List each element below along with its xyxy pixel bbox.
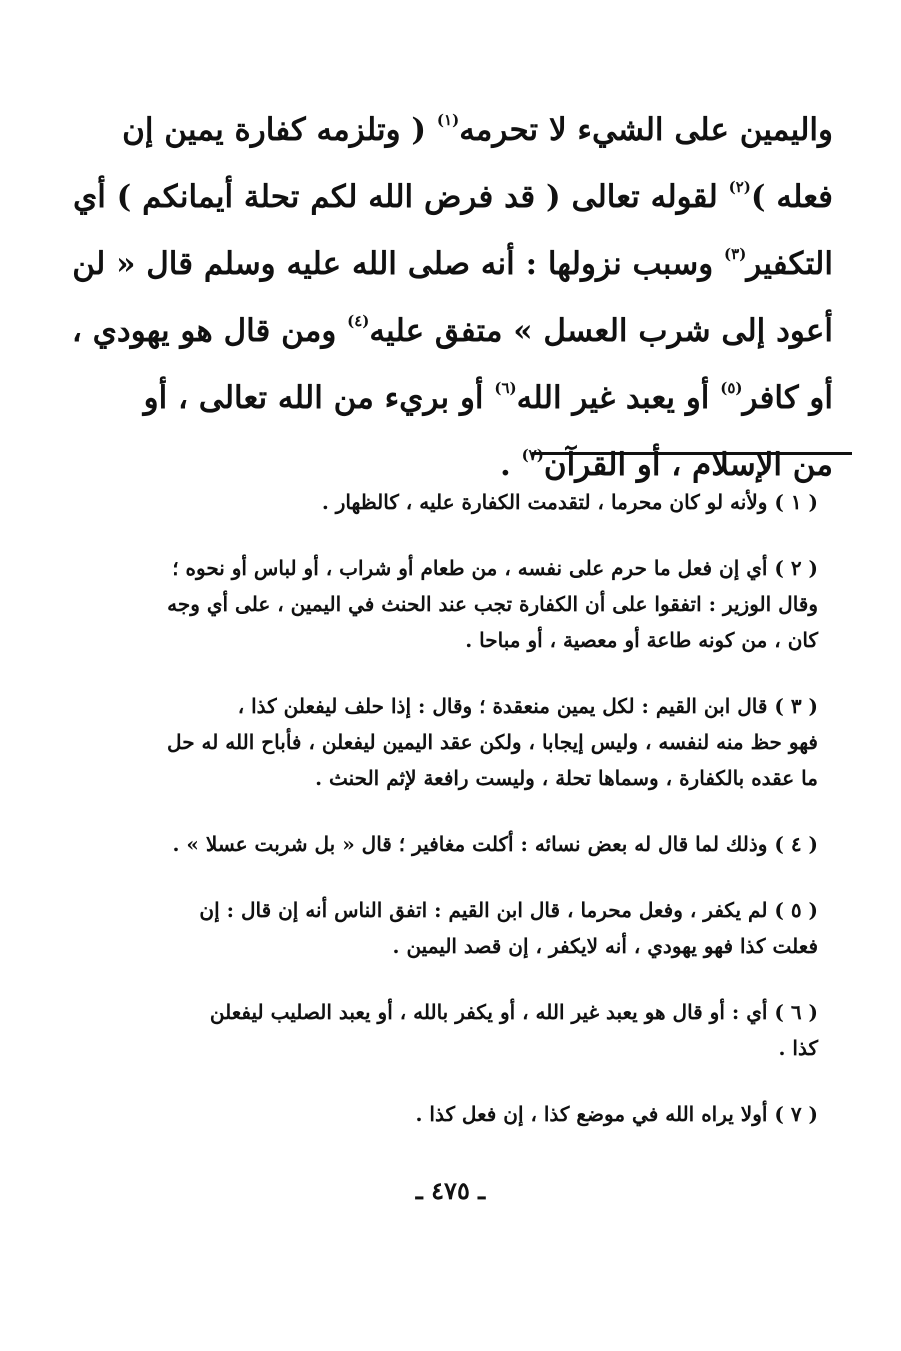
- main-line: [71, 293, 833, 360]
- footnote-marker: (٧): [521, 446, 544, 464]
- footnote-line: ( ٢ ) أي إن فعل ما حرم على نفسه ، من طعام أو شراب ، أو لباس أو نحوه ؛: [172, 556, 818, 580]
- page-number: ـ ٤٧٥ ـ: [415, 1176, 486, 1205]
- main-text-segment: ( وتلزمه كفارة يمين إن: [122, 112, 437, 148]
- footnote-line: ( ٧ ) أولا يراه الله في موضع كذا ، إن فعل كذا .: [415, 1102, 818, 1126]
- main-text-segment: واليمين على الشيء لا تحرمه: [459, 112, 833, 148]
- footnote-line: وقال الوزير : اتفقوا على أن الكفارة تجب عند الحنث في اليمين ، على أي وجه: [167, 592, 818, 616]
- footnote-line: فهو حظ منه لنفسه ، وليس إيجابا ، ولكن عقد اليمين ليفعلن ، فأباح الله له حل: [167, 730, 818, 754]
- main-text-segment: أو كافر: [742, 380, 833, 416]
- main-text-segment: وسبب نزولها : أنه صلى الله عليه وسلم قال « لن: [72, 246, 725, 282]
- main-line: [105, 360, 833, 427]
- main-text-segment: أو يعبد غير الله: [516, 380, 721, 416]
- main-text-segment: أعود إلى شرب العسل » متفق عليه: [369, 313, 833, 349]
- footnote-marker: (٤): [347, 312, 370, 330]
- footnote-line: ( ٤ ) وذلك لما قال له بعض نسائه : أكلت مغافير ؛ قال « بل شربت عسلا » .: [172, 832, 818, 856]
- main-text-segment: التكفير: [746, 246, 833, 282]
- footnote-5: [118, 892, 818, 964]
- footnote-4: [118, 826, 818, 862]
- main-line: [105, 92, 833, 159]
- footnote-marker: (٦): [494, 379, 517, 397]
- footnote-3: [118, 688, 818, 796]
- footnote-line: ما عقده بالكفارة ، وسماها تحلة ، وليست رافعة لإثم الحنث .: [315, 766, 818, 790]
- footnote-line: ( ٥ ) لم يكفر ، وفعل محرما ، قال ابن القيم : اتفق الناس أنه إن قال : إن: [199, 898, 818, 922]
- main-text-segment: فعله ): [750, 179, 833, 215]
- footnote-line: ( ٦ ) أي : أو قال هو يعبد غير الله ، أو يكفر بالله ، أو يعبد الصليب ليفعلن: [209, 1000, 818, 1024]
- footnote-marker: (٣): [724, 245, 747, 263]
- main-text-segment: .: [499, 447, 522, 483]
- main-text-block: [71, 92, 833, 494]
- footnote-line: ( ٣ ) قال ابن القيم : لكل يمين منعقدة ؛ وقال : إذا حلف ليفعلن كذا ،: [237, 694, 818, 718]
- main-text-segment: أو بريء من الله تعالى ، أو: [143, 380, 495, 416]
- footnote-1: [118, 484, 818, 520]
- footnote-line: ( ١ ) ولأنه لو كان محرما ، لتقدمت الكفارة عليه ، كالظهار .: [321, 490, 818, 514]
- footnote-line: كذا .: [778, 1036, 818, 1060]
- main-line: [73, 159, 833, 226]
- footnote-line: فعلت كذا فهو يهودي ، أنه لايكفر ، إن قصد اليمين .: [392, 934, 818, 958]
- footnote-marker: (١): [436, 111, 460, 129]
- footnote-7: [118, 1096, 818, 1132]
- footnote-2: [118, 550, 818, 658]
- footnote-marker: (٢): [728, 178, 751, 196]
- footnote-marker: (٥): [720, 379, 743, 397]
- footnote-6: [118, 994, 818, 1066]
- main-text-segment: لقوله تعالى ( قد فرض الله لكم تحلة أيمانكم ) أي: [73, 179, 729, 215]
- main-text-segment: من الإسلام ، أو القرآن: [543, 447, 833, 483]
- main-line: [72, 226, 833, 293]
- footnotes-section: [118, 484, 818, 1162]
- footnote-divider: [532, 452, 852, 455]
- main-text-segment: ومن قال هو يهودي ،: [71, 313, 348, 349]
- footnote-line: كان ، من كونه طاعة أو معصية ، أو مباحا .: [465, 628, 818, 652]
